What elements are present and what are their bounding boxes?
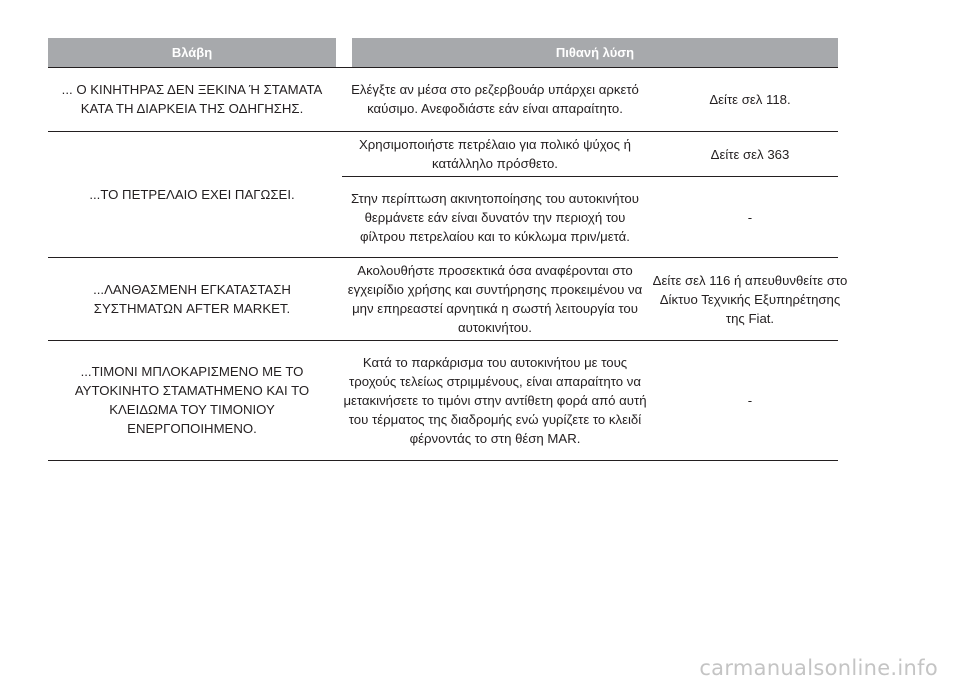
row-1-reference: Δείτε σελ 118. xyxy=(709,91,791,107)
row-4-fault: ...ΤΙΜΟΝΙ ΜΠΛΟΚΑΡΙΣΜΕΝΟ ΜΕ ΤΟ ΑΥΤΟΚΙΝΗΤΟ ΣΤΑΜΑΤΗΜΕΝΟ ΚΑΙ ΤΟ ΚΛΕΙΔΩΜΑ ΤΟΥ ΤΙΜΟΝΙΟΥ ΕΝΕΡΓΟΠΟΙΗΜΕΝΟ. xyxy=(74,364,310,436)
row-1-fault: ... Ο ΚΙΝΗΤΗΡΑΣ ΔΕΝ ΞΕΚΙΝΑ Ή ΣΤΑΜΑΤΑ ΚΑΤΑ ΤΗ ΔΙΑΡΚΕΙΑ ΤΗΣ ΟΔΗΓΗΣΗΣ. xyxy=(61,82,323,116)
table-bottom-rule xyxy=(48,460,838,461)
row-2-inner-rule xyxy=(342,176,838,177)
row-1-rule xyxy=(48,131,838,132)
header-bottom-rule xyxy=(48,67,838,68)
row-4-reference: - xyxy=(747,392,753,408)
row-2-rule xyxy=(48,257,838,258)
row-2-solution-1: Χρησιμοποιήστε πετρέλαιο για πολικό ψύχος ή κατάλληλο πρόσθετο. xyxy=(359,137,631,171)
row-2-fault: ...ΤΟ ΠΕΤΡΕΛΑΙΟ ΕΧΕΙ ΠΑΓΩΣΕΙ. xyxy=(89,186,295,202)
row-2-solution-2: Στην περίπτωση ακινητοποίησης του αυτοκινήτου θερμάνετε εάν είναι δυνατόν την περιοχή του φίλτρου πετρελαίου και το κύκλωμα πριν/μετά. xyxy=(351,190,639,244)
header-solution: Πιθανή λύση xyxy=(352,38,838,67)
row-3-solution: Ακολουθήστε προσεκτικά όσα αναφέρονται στο εγχειρίδιο χρήσης και συντήρησης προκειμένου να μην επηρεαστεί αρνητικά η σωστή λειτουργία του αυτοκινήτου. xyxy=(347,263,643,335)
row-3-fault: ...ΛΑΝΘΑΣΜΕΝΗ ΕΓΚΑΤΑΣΤΑΣΗ ΣΥΣΤΗΜΑΤΩΝ AFTER MARKET. xyxy=(93,282,291,316)
row-1-solution: Ελέγξτε αν μέσα στο ρεζερβουάρ υπάρχει αρκετό καύσιμο. Ανεφοδιάστε εάν είναι απαραίτητο. xyxy=(351,82,639,116)
row-2-reference-2: - xyxy=(747,209,753,225)
row-4-solution: Κατά το παρκάρισμα του αυτοκινήτου με τους τροχούς τελείως στριμμένους, είναι απαραίτητο να μετακινήσετε το τιμόνι στην αντίθετη φορά από αυτή του τέρματος της διαδρομής ενώ γυρίζετε το κλειδί φέρνοντάς το στη θέση MAR. xyxy=(343,354,647,446)
row-3-reference: Δείτε σελ 116 ή απευθυνθείτε στο Δίκτυο Τεχνικής Εξυπηρέτησης της Fiat. xyxy=(652,272,848,326)
header-fault: Βλάβη xyxy=(48,38,336,67)
row-3-rule xyxy=(48,340,838,341)
watermark-text: carmanualsonline.info xyxy=(699,656,938,680)
row-2-reference-1: Δείτε σελ 363 xyxy=(710,146,790,162)
